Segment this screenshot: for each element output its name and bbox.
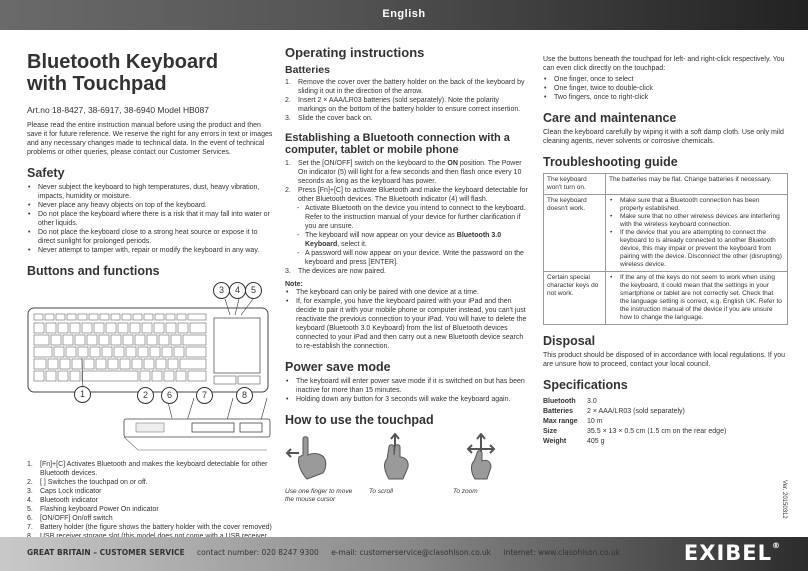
safety-list <box>27 183 273 255</box>
notes-list <box>285 288 528 351</box>
bluetooth-step: 3. The devices are now paired. <box>285 268 386 275</box>
brand-logo: EXIBEL® <box>683 541 781 565</box>
button-function-item: 4. Bluetooth indicator <box>27 497 98 504</box>
specifications-heading: Specifications <box>543 378 628 392</box>
gesture-scroll-caption: To scroll <box>369 488 393 495</box>
note-label: Note: <box>285 281 303 288</box>
button-function-item: 6. [ON/OFF] On/off switch <box>27 515 113 522</box>
table-row <box>544 195 788 272</box>
callout-8: 8 <box>236 387 253 404</box>
callout-7: 7 <box>196 387 213 404</box>
buttons-heading: Buttons and functions <box>27 264 160 278</box>
callout-2: 2 <box>137 387 154 404</box>
table-row <box>544 272 788 325</box>
disposal-heading: Disposal <box>543 334 596 348</box>
column-left <box>27 40 273 550</box>
button-function-item: 7. Battery holder (the figure shows the battery holder with the cover removed) <box>27 524 272 531</box>
footer-contact <box>27 548 620 557</box>
callout-3: 3 <box>213 282 230 299</box>
footer-email: e-mail: customerservice@clasohlson.co.uk <box>331 548 492 557</box>
gesture-zoom-caption: To zoom <box>453 488 478 495</box>
problem-cell: Certain special character keys do not work. <box>544 272 606 325</box>
solution-cell <box>606 272 788 325</box>
gesture-scroll <box>369 433 444 504</box>
power-save-item: • Holding down any button for 3 seconds will wake the keyboard again. <box>285 395 528 404</box>
column-middle <box>285 46 528 504</box>
button-function-item: 5. Flashing keyboard Power On indicator <box>27 506 159 513</box>
one-finger-move-icon <box>285 433 345 481</box>
troubleshooting-heading: Troubleshooting guide <box>543 155 678 169</box>
footer-web: internet: www.clasohlson.co.uk <box>503 548 620 557</box>
clicks-list <box>543 75 788 102</box>
callout-6: 6 <box>161 387 178 404</box>
callout-1: 1 <box>74 386 91 403</box>
solution-item: • If the device that you are attempting to connect the keyboard to is already connected to another Bluetooth device, this may impair or prevent the keyboard from pairing with the device. Disconnect the other (disrupting) wireless device. <box>609 229 784 269</box>
bluetooth-heading: Establishing a Bluetooth connection with a computer, tablet or mobile phone <box>285 132 510 156</box>
spec-row: Weight 405 g <box>543 437 605 445</box>
battery-step: 2. Insert 2 × AAA/LR03 batteries (sold separately). Note the polarity markings on the bottom of the battery holder to ensure correct insertion. <box>285 97 521 113</box>
clicks-intro: Use the buttons beneath the touchpad for left- and right-click respectively. You can even click directly on the touchpad: <box>543 56 785 72</box>
batteries-list <box>285 78 528 123</box>
click-item: • One finger, twice to double-click <box>543 84 788 93</box>
spec-row: Batteries 2 × AAA/LR03 (sold separately) <box>543 407 685 415</box>
pinch-zoom-icon <box>453 433 513 481</box>
column-right <box>543 55 788 446</box>
keyboard-illustration <box>27 282 273 452</box>
safety-item: • Never subject the keyboard to high temperatures, dust, heavy vibration, impacts, humidity or moisture. <box>27 183 273 201</box>
callout-5: 5 <box>245 282 262 299</box>
problem-cell: The keyboard won't turn on. <box>544 174 606 195</box>
language-label: English <box>382 8 426 20</box>
click-item: • One finger, once to select <box>543 75 788 84</box>
bluetooth-substep: - Activate Bluetooth on the device you intend to connect to the keyboard. Refer to the instruction manual of your device for further clarification if you are unsure. <box>297 205 526 230</box>
title-line-2: with Touchpad <box>27 73 167 95</box>
version-label: Ver. 20150312 <box>781 480 787 519</box>
keyboard-diagram <box>27 282 273 452</box>
solution-cell <box>606 195 788 272</box>
note-item: • The keyboard can only be paired with one device at a time. <box>285 288 528 297</box>
bluetooth-step: 2. Press [Fn]+[C] to activate Bluetooth and make the keyboard detectable for other Bluetooth devices. The Bluetooth indicator (4) will flash. <box>285 187 528 203</box>
problem-cell: The keyboard doesn't work. <box>544 195 606 272</box>
spec-row: Bluetooth 3.0 <box>543 397 597 405</box>
bluetooth-steps <box>285 159 528 276</box>
safety-heading: Safety <box>27 166 65 180</box>
solution-item: • Make sure that a Bluetooth connection has been properly established. <box>609 197 784 213</box>
power-save-heading: Power save mode <box>285 360 391 374</box>
page-title <box>27 51 273 95</box>
gesture-move-caption: Use one finger to move the mouse cursor <box>285 488 353 503</box>
batteries-heading: Batteries <box>285 64 330 76</box>
operating-heading: Operating instructions <box>285 45 425 60</box>
bluetooth-step: 1. Set the [ON/OFF] switch on the keyboard to the ON position. The Power On indicator (5) will light for a few seconds and then flash once every 10 seconds as long as the keyboard has power. <box>285 160 522 185</box>
touchpad-gestures <box>285 433 528 504</box>
table-row <box>544 174 788 195</box>
two-finger-scroll-icon <box>369 433 429 481</box>
gesture-move <box>285 433 360 504</box>
spec-row: Size 35.5 × 13 × 0.5 cm (1.5 cm on the rear edge) <box>543 427 727 435</box>
solution-cell: The batteries may be flat. Change batteries if necessary. <box>606 174 788 195</box>
button-function-item: 1. [Fn]+[C] Activates Bluetooth and makes the keyboard detectable for other Bluetooth devices. <box>27 461 268 477</box>
care-text: Clean the keyboard carefully by wiping it with a soft damp cloth. Use only mild cleaning agents, never solvents or corrosive chemicals. <box>543 129 784 145</box>
click-item: • Two fingers, once to right-click <box>543 93 788 102</box>
solution-item: • If the any of the keys do not seem to work when using the keyboard, it could mean that the settings in your smartphone or tablet are not correctly set. Check that the language setting is correct, e.g. English UK. Refer to the instruction manual of the device if you are unsure how to change the language. <box>609 274 784 322</box>
note-item: • If, for example, you have the keyboard paired with your iPad and then decide to pair it with your mobile phone or computer instead, you can't just reactivate the previous connection to your iPad. You will have to delete the keyboard (Bluetooth 3.0 Keyboard) from the list of Bluetooth devices connected to your iPad and then carry out a new Bluetooth device search to re-establish the connection. <box>285 297 528 351</box>
safety-item: • Never place any heavy objects on top of the keyboard. <box>27 201 273 210</box>
bluetooth-substep: - A password will now appear on your device. Write the password on the keyboard and press [ENTER]. <box>297 250 524 266</box>
gesture-zoom <box>453 433 528 504</box>
button-function-item: 2. [ ] Switches the touchpad on or off. <box>27 479 148 486</box>
disposal-text: This product should be disposed of in accordance with local regulations. If you are unsure how to proceed, contact your local council. <box>543 352 786 368</box>
article-number: Art.no 18-8427, 38-6917, 38-6940 Model HB087 <box>27 105 209 115</box>
power-save-list <box>285 377 528 404</box>
care-heading: Care and maintenance <box>543 111 677 125</box>
button-function-item: 3. Caps Lock indicator <box>27 488 102 495</box>
footer-phone: contact number: 020 8247 9300 <box>197 548 319 557</box>
battery-step: 1. Remove the cover over the battery holder on the back of the keyboard by sliding it out in the direction of the arrow. <box>285 79 525 95</box>
callout-4: 4 <box>229 282 246 299</box>
title-line-1: Bluetooth Keyboard <box>27 51 219 73</box>
solution-item: • Make sure that no other wireless devices are interfering with the wireless keyboard connection. <box>609 213 784 229</box>
intro-text: Please read the entire instruction manual before using the product and then save it for future reference. We reserve the right for any errors in text or images and any necessary changes made to technical data. In the event of technical problems or other queries, please contact our Customer Services. <box>27 122 273 156</box>
footer-region: GREAT BRITAIN – CUSTOMER SERVICE <box>27 548 185 557</box>
header-bar <box>0 0 808 30</box>
footer-bar <box>0 537 808 571</box>
bluetooth-substep: - The keyboard will now appear on your device as Bluetooth 3.0 Keyboard, select it. <box>297 232 502 248</box>
safety-item: • Do not place the keyboard close to a strong heat source or expose it to direct sunlight for prolonged periods. <box>27 228 273 246</box>
safety-item: • Do not place the keyboard where there is a risk that it may fall into water or other liquids. <box>27 210 273 228</box>
battery-step: 3. Slide the cover back on. <box>285 115 373 122</box>
specifications-table <box>543 396 726 446</box>
spec-row: Max range 10 m <box>543 417 603 425</box>
power-save-item: • The keyboard will enter power save mode if it is switched on but has been inactive for more than 15 minutes. <box>285 377 528 395</box>
safety-item: • Never attempt to tamper with, repair or modify the keyboard in any way. <box>27 246 273 255</box>
troubleshooting-table <box>543 173 788 325</box>
touchpad-heading: How to use the touchpad <box>285 413 434 427</box>
